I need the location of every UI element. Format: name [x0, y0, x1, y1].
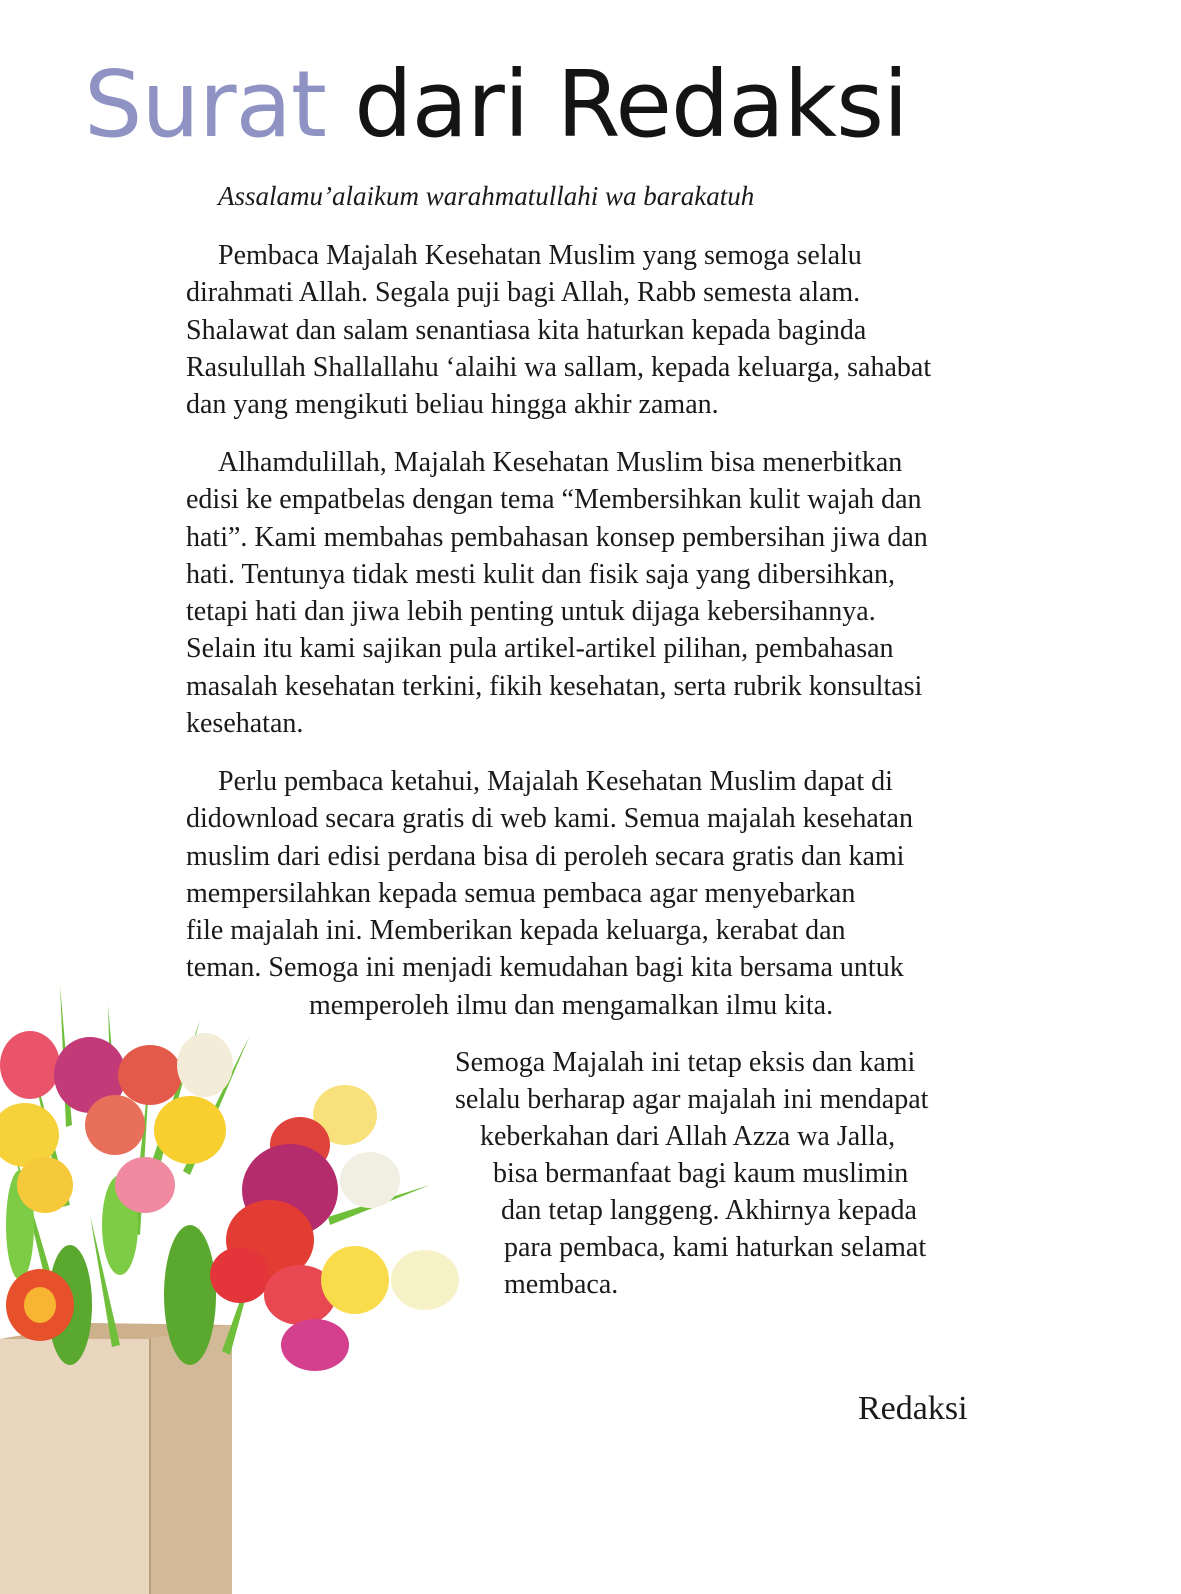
- paragraph-line: para pembaca, kami haturkan selamat: [504, 1232, 927, 1263]
- paragraph-line: edisi ke empatbelas dengan tema “Membersihkan kulit wajah dan: [186, 484, 922, 516]
- paragraph-line: Pembaca Majalah Kesehatan Muslim yang semoga selalu: [218, 240, 862, 271]
- paragraph-line: Alhamdulillah, Majalah Kesehatan Muslim bisa menerbitkan: [218, 447, 903, 478]
- paragraph-line: hati”. Kami membahas pembahasan konsep pembersihan jiwa dan: [186, 521, 928, 553]
- title-accent-word: Surat: [84, 51, 326, 158]
- paragraph-line: dan tetap langgeng. Akhirnya kepada: [501, 1195, 917, 1226]
- paragraph-line: Shalawat dan salam senantiasa kita haturkan kepada baginda: [186, 314, 867, 346]
- paragraph-line: selalu berharap agar majalah ini mendapat: [455, 1084, 929, 1115]
- paragraph-line: file majalah ini. Memberikan kepada keluarga, kerabat dan: [186, 915, 846, 947]
- paragraph-line: didownload secara gratis di web kami. Semua majalah kesehatan: [186, 803, 913, 835]
- greeting: Assalamu’alaikum warahmatullahi wa barakatuh: [218, 181, 755, 211]
- signature: Redaksi: [858, 1390, 968, 1427]
- paragraph-1: [186, 237, 1026, 423]
- paragraph-line: dan yang mengikuti beliau hingga akhir zaman.: [186, 389, 719, 421]
- paragraph-2: [186, 444, 1026, 742]
- paragraph-line: Perlu pembaca ketahui, Majalah Kesehatan Muslim dapat di: [218, 766, 893, 797]
- paragraph-line: tetapi hati dan jiwa lebih penting untuk dijaga kebersihannya.: [186, 596, 876, 628]
- paragraph-line: Selain itu kami sajikan pula artikel-artikel pilihan, pembahasan: [186, 633, 894, 665]
- paragraph-line: teman. Semoga ini menjadi kemudahan bagi kita bersama untuk: [186, 952, 904, 984]
- paragraph-line: dirahmati Allah. Segala puji bagi Allah, Rabb semesta alam.: [186, 277, 861, 309]
- paragraph-line: keberkahan dari Allah Azza wa Jalla,: [480, 1121, 896, 1152]
- paragraph-line: memperoleh ilmu dan mengamalkan ilmu kita.: [309, 989, 834, 1021]
- paragraph-line: bisa bermanfaat bagi kaum muslimin: [493, 1158, 909, 1189]
- paragraph-line: muslim dari edisi perdana bisa di peroleh secara gratis dan kami: [186, 840, 905, 872]
- paper-bag: [0, 1323, 232, 1594]
- paragraph-line: Rasulullah Shallallahu ‘alaihi wa sallam, kepada keluarga, sahabat: [186, 351, 932, 383]
- paragraph-line: hati. Tentunya tidak mesti kulit dan fisik saja yang dibersihkan,: [186, 558, 896, 590]
- paragraph-line: kesehatan.: [186, 708, 304, 740]
- paragraph-4: [0, 1044, 1000, 1303]
- page-title: [84, 50, 908, 160]
- title-rest: dari Redaksi: [354, 51, 908, 158]
- paragraph-line: mempersilahkan kepada semua pembaca agar menyebarkan: [186, 877, 856, 909]
- paragraph-line: masalah kesehatan terkini, fikih kesehatan, serta rubrik konsultasi: [186, 670, 923, 702]
- paragraph-line: membaca.: [504, 1269, 619, 1300]
- paragraph-line: Semoga Majalah ini tetap eksis dan kami: [455, 1047, 916, 1078]
